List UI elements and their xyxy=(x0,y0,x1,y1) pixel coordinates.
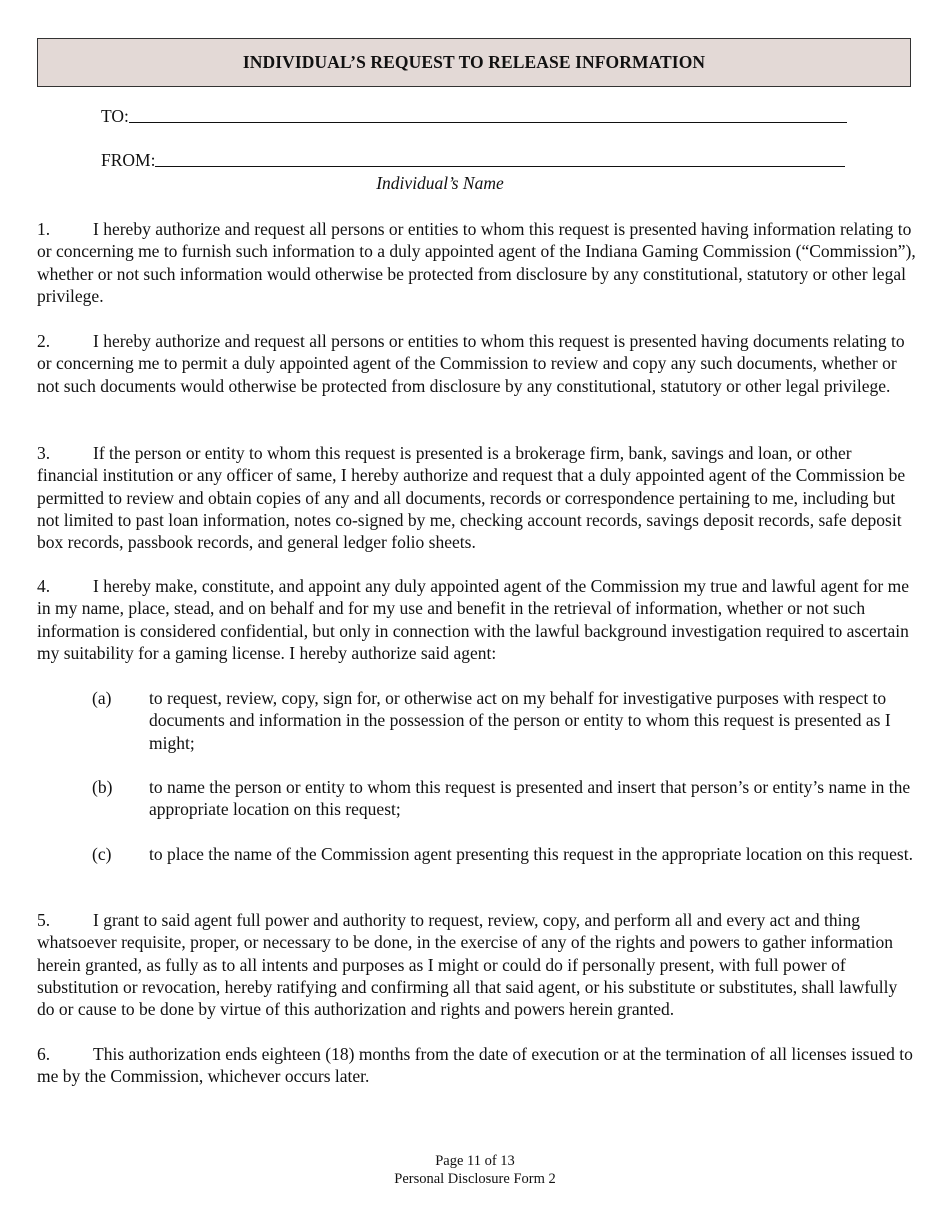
paragraph-2 xyxy=(37,330,917,397)
subitem-label: (b) xyxy=(92,777,113,797)
paragraph-text: I hereby authorize and request all persons or entities to whom this request is presented having information relating to or concerning me to furnish such information to a duly appointed agent of the Indiana Gaming Commission (“Commission”), whether or not such information would otherwise be protected from disclosure by any constitutional, statutory or other legal privilege. xyxy=(37,219,916,306)
subitem-label: (c) xyxy=(92,844,112,864)
page-footer xyxy=(0,1153,950,1188)
paragraph-1 xyxy=(37,218,917,307)
form-title: INDIVIDUAL’S REQUEST TO RELEASE INFORMATION xyxy=(242,52,706,72)
paragraph-5 xyxy=(37,909,917,1020)
paragraph-number: 3. xyxy=(37,443,51,463)
subitem-a xyxy=(92,687,917,754)
individual-name-caption: Individual’s Name xyxy=(376,173,504,193)
from-field[interactable] xyxy=(101,150,845,171)
paragraph-4 xyxy=(37,575,917,664)
from-input-line[interactable] xyxy=(155,166,845,167)
to-input-line[interactable] xyxy=(129,122,847,123)
subitem-c xyxy=(92,843,917,865)
subitem-text: to name the person or entity to whom this request is presented and insert that person’s or entity’s name in the appropriate location on this request; xyxy=(149,777,911,820)
paragraph-number: 5. xyxy=(37,910,51,930)
paragraph-3 xyxy=(37,442,917,553)
form-name: Personal Disclosure Form 2 xyxy=(394,1170,556,1187)
paragraph-text: This authorization ends eighteen (18) months from the date of execution or at the termination of all licenses issued to me by the Commission, whichever occurs later. xyxy=(37,1044,913,1087)
form-title-box xyxy=(37,38,911,87)
paragraph-text: I grant to said agent full power and authority to request, review, copy, and perform all and every act and thing whatsoever requisite, proper, or necessary to be done, in the exercise of any of the rights and powers to gather information herein granted, as fully as to all intents and purposes as I might or could do if personally present, with full power of substitution or revocation, hereby ratifying and confirming all that said agent, or his substitute or substitutes, shall lawfully do or cause to be done by virtue of this authorization and rights and powers herein granted. xyxy=(37,910,898,1020)
subitem-label: (a) xyxy=(92,688,112,708)
paragraph-text: I hereby make, constitute, and appoint any duly appointed agent of the Commission my true and lawful agent for me in my name, place, stead, and on behalf and for my use and benefit in the retrieval of information, whether or not such information is considered confidential, but only in connection with the lawful background investigation required to ascertain my suitability for a gaming license. I hereby authorize said agent: xyxy=(37,576,909,663)
paragraph-number: 4. xyxy=(37,576,51,596)
paragraph-text: If the person or entity to whom this request is presented is a brokerage firm, bank, savings and loan, or other financial institution or any officer of same, I hereby authorize and request that a duly appointed agent of the Commission be permitted to review and obtain copies of any and all documents, records or correspondence pertaining to me, including but not limited to past loan information, notes co-signed by me, checking account records, savings deposit records, safe deposit box records, passbook records, and general ledger folio sheets. xyxy=(37,443,906,553)
subitem-text: to request, review, copy, sign for, or otherwise act on my behalf for investigative purposes with respect to documents and information in the possession of the person or entity to whom this request is presented as I might; xyxy=(149,688,891,753)
subitem-b xyxy=(92,776,917,821)
from-label: FROM: xyxy=(101,150,156,170)
paragraph-text: I hereby authorize and request all persons or entities to whom this request is presented having documents relating to or concerning me to permit a duly appointed agent of the Commission to review and copy any such documents, whether or not such documents would otherwise be protected from disclosure by any constitutional, statutory or other legal privilege. xyxy=(37,331,905,396)
to-field[interactable] xyxy=(101,106,847,127)
paragraph-number: 6. xyxy=(37,1044,51,1064)
subitem-text: to place the name of the Commission agent presenting this request in the appropriate location on this request. xyxy=(149,844,913,864)
paragraph-number: 1. xyxy=(37,219,51,239)
paragraph-number: 2. xyxy=(37,331,51,351)
to-label: TO: xyxy=(101,106,129,126)
page-number: Page 11 of 13 xyxy=(435,1153,515,1169)
paragraph-6 xyxy=(37,1043,917,1088)
